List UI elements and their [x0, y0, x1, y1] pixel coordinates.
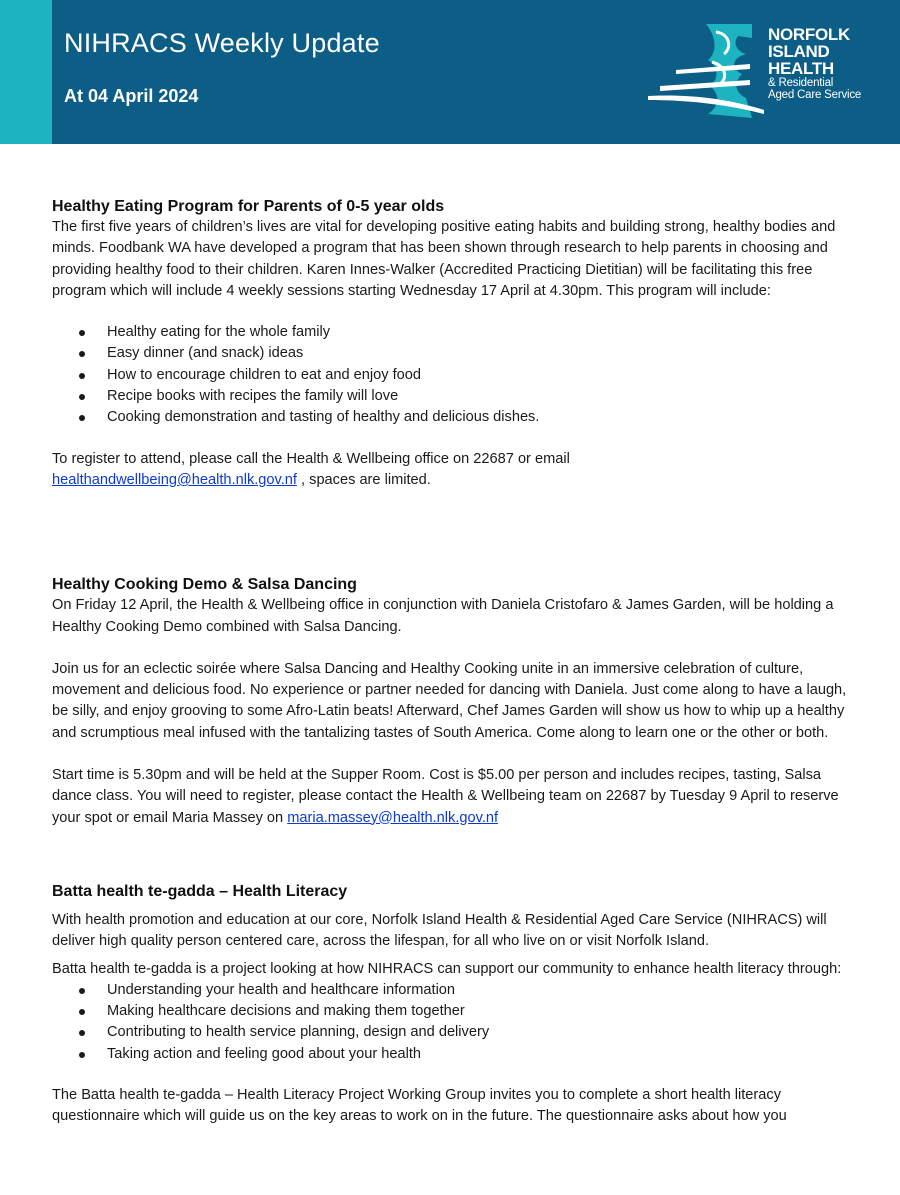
list-item: Understanding your health and healthcare information [107, 980, 852, 1001]
list-item: Taking action and feeling good about your health [107, 1044, 852, 1065]
registration-suffix: , spaces are limited. [296, 471, 431, 488]
bullet-list [52, 980, 852, 1065]
email-link[interactable]: maria.massey@health.nlk.gov.nf [287, 809, 499, 826]
email-link[interactable]: healthandwellbeing@health.nlk.gov.nf [52, 471, 297, 488]
paragraph: With health promotion and education at our core, Norfolk Island Health & Residential Aged Care Service (NIHRACS) will deliver high quality person centered care, across the lifespan, for all who live on or visit Norfolk Island. [52, 911, 827, 950]
newsletter-title: NIHRACS Weekly Update [64, 28, 380, 58]
nihracs-logo [646, 22, 876, 122]
list-item: Healthy eating for the whole family [107, 322, 852, 343]
section-healthy-eating [52, 196, 852, 491]
paragraph: On Friday 12 April, the Health & Wellbeing office in conjunction with Daniela Cristofaro & James Garden, will be holding a Healthy Cooking Demo combined with Salsa Dancing. [52, 597, 834, 635]
list-item: Recipe books with recipes the family will love [107, 386, 852, 407]
logo-wordmark: NORFOLK ISLAND HEALTH & Residential Aged Care Service [768, 25, 862, 101]
registration-text: To register to attend, please call the Health & Wellbeing office on 22687 or email [52, 450, 570, 467]
section-health-literacy [52, 881, 852, 1128]
header-accent-bar [0, 0, 52, 144]
newsletter-body [52, 196, 852, 1128]
newsletter-date: At 04 April 2024 [64, 86, 199, 106]
list-item: Contributing to health service planning, design and delivery [107, 1022, 852, 1043]
paragraph [52, 765, 852, 829]
list-item: Easy dinner (and snack) ideas [107, 343, 852, 364]
section-heading: Healthy Cooking Demo & Salsa Dancing [52, 576, 357, 594]
bullet-list [52, 322, 852, 428]
paragraph: The Batta health te-gadda – Health Literacy Project Working Group invites you to complete a short health literacy questionnaire which will guide us on the key areas to work on in the future. The questionnaire asks about how you [52, 1087, 787, 1125]
list-item: How to encourage children to eat and enjoy food [107, 365, 852, 386]
section-heading: Healthy Eating Program for Parents of 0-5 year olds [52, 198, 445, 215]
paragraph: The first five years of children’s lives are vital for developing positive eating habits and building strong, healthy bodies and minds. Foodbank WA have developed a program that has been shown through research to help parents in choosing and providing healthy food to their children. Karen Innes-Walker (Accredited Practicing Dietitian) will be facilitating this free program which will include 4 weekly sessions starting Wednesday 17 April at 4.30pm. This program will include: [52, 219, 836, 299]
section-cooking-demo [52, 574, 852, 829]
section-heading: Batta health te-gadda – Health Literacy [52, 882, 348, 900]
paragraph: Batta health te-gadda is a project looking at how NIHRACS can support our community to enhance health literacy through: [52, 960, 842, 977]
paragraph: Join us for an eclectic soirée where Salsa Dancing and Healthy Cooking unite in an immersive celebration of culture, movement and delicious food. No experience or partner needed for dancing with Daniela. Just come along to have a laugh, be silly, and enjoy grooving to some Afro-Latin beats! Afterward, Chef James Garden will show us how to whip up a healthy and scrumptious meal infused with the tantalizing tastes of South America. Come along to learn one or the other or both. [52, 660, 847, 741]
paragraph-text: Start time is 5.30pm and will be held at the Supper Room. Cost is $5.00 per person and includes recipes, tasting, Salsa dance class. You will need to register, please contact the Health & Wellbeing team on 22687 by Tuesday 9 April to reserve your spot or email Maria Massey on [52, 767, 839, 826]
registration-paragraph [52, 449, 852, 492]
list-item: Cooking demonstration and tasting of healthy and delicious dishes. [107, 407, 852, 428]
page-header [0, 0, 900, 144]
list-item: Making healthcare decisions and making them together [107, 1001, 852, 1022]
logo-emblem-icon [646, 22, 766, 122]
